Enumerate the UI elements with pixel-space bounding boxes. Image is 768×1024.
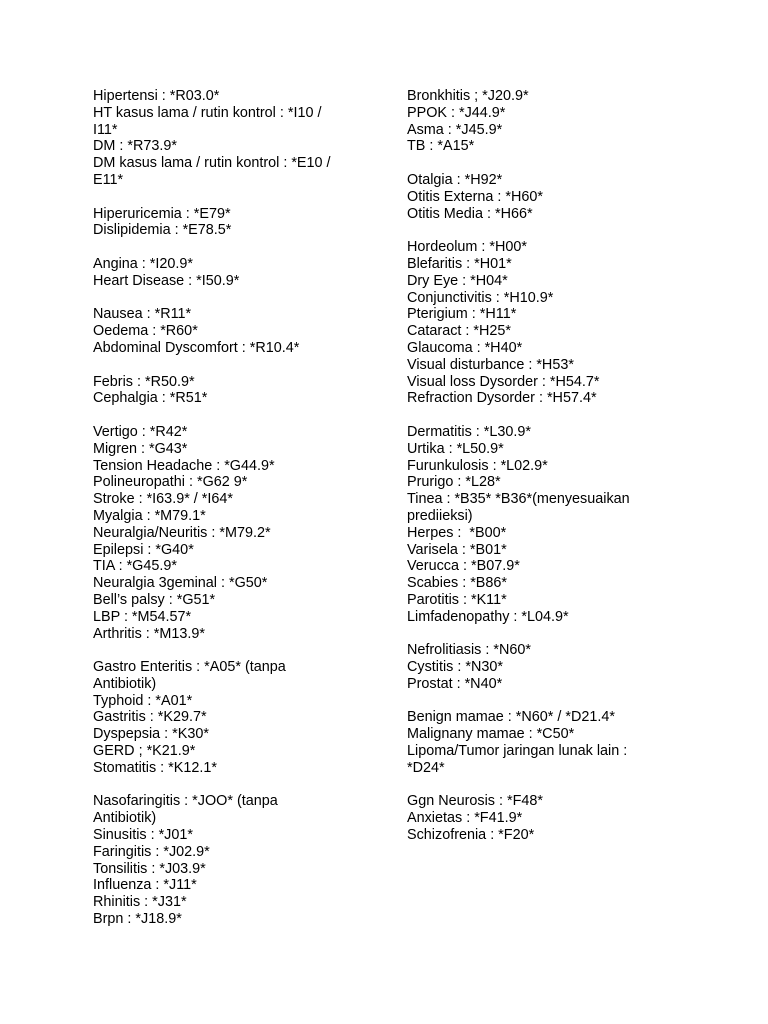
code-group: [407, 424, 672, 626]
code-entry: Bronkhitis ; *J20.9*: [407, 88, 529, 104]
code-entry: Furunkulosis : *L02.9*: [407, 457, 548, 474]
code-entry: Nefrolitiasis : *N60*: [407, 642, 531, 659]
code-entry: Herpes : *B00*: [407, 524, 507, 541]
right-column: [407, 88, 672, 861]
code-entry: Scabies : *B86*: [407, 575, 507, 592]
code-entry: DM : *R73.9*: [93, 138, 177, 155]
code-entry: Visual disturbance : *H53*: [407, 356, 574, 373]
code-entry: Limfadenopathy : *L04.9*: [407, 608, 569, 625]
code-group: [407, 88, 672, 155]
code-entry: Stomatitis : *K12.1*: [93, 759, 217, 776]
code-entry: Polineuropathi : *G62 9*: [93, 474, 248, 491]
code-entry: Hipertensi : *R03.0*: [93, 88, 220, 104]
code-entry: Anxietas : *F41.9*: [407, 810, 523, 827]
code-entry: Migren : *G43*: [93, 440, 188, 457]
code-entry: Dry Eye : *H04*: [407, 272, 508, 289]
code-entry: TB : *A15*: [407, 138, 475, 155]
code-entry: Typhoid : *A01*: [93, 692, 193, 709]
code-entry: Prostat : *N40*: [407, 675, 503, 692]
code-entry: GERD ; *K21.9*: [93, 743, 196, 760]
code-entry: Refraction Dysorder : *H57.4*: [407, 390, 597, 407]
code-group: [407, 709, 672, 776]
code-entry: Dyspepsia : *K30*: [93, 726, 209, 743]
code-entry: Rhinitis : *J31*: [93, 894, 187, 911]
code-group: [93, 374, 383, 408]
code-entry: DM kasus lama / rutin kontrol : *E10 / E11*: [93, 155, 331, 188]
code-entry: Hiperuricemia : *E79*: [93, 205, 231, 222]
code-group: [93, 88, 383, 189]
code-entry: LBP : *M54.57*: [93, 608, 192, 625]
code-entry: Neuralgia 3geminal : *G50*: [93, 575, 268, 592]
code-entry: Tinea : *B35* *B36*(menyesuaikan prediieksi): [407, 491, 630, 524]
code-entry: Otitis Media : *H66*: [407, 205, 533, 222]
code-group: [93, 206, 383, 240]
code-entry: Tonsilitis : *J03.9*: [93, 860, 206, 877]
code-entry: Heart Disease : *I50.9*: [93, 272, 240, 289]
code-entry: Hordeolum : *H00*: [407, 239, 527, 256]
code-entry: Pterigium : *H11*: [407, 306, 517, 323]
code-entry: Conjunctivitis : *H10.9*: [407, 289, 554, 306]
code-entry: Schizofrenia : *F20*: [407, 827, 535, 844]
code-entry: Benign mamae : *N60* / *D21.4*: [407, 709, 615, 726]
code-group: [93, 793, 383, 927]
code-entry: Angina : *I20.9*: [93, 255, 194, 272]
code-entry: Gastro Enteritis : *A05* (tanpa Antibiotik): [93, 659, 286, 692]
code-entry: TIA : *G45.9*: [93, 558, 177, 575]
code-entry: Neuralgia/Neuritis : *M79.2*: [93, 524, 271, 541]
code-entry: Abdominal Dyscomfort : *R10.4*: [93, 339, 300, 356]
code-group: [93, 256, 383, 290]
code-entry: Tension Headache : *G44.9*: [93, 457, 275, 474]
code-entry: Prurigo : *L28*: [407, 474, 501, 491]
code-entry: Parotitis : *K11*: [407, 591, 507, 608]
code-group: [93, 424, 383, 642]
code-entry: Ggn Neurosis : *F48*: [407, 793, 543, 810]
code-entry: Influenza : *J11*: [93, 877, 197, 894]
code-entry: Febris : *R50.9*: [93, 373, 195, 390]
code-entry: PPOK : *J44.9*: [407, 104, 506, 121]
code-entry: Verucca : *B07.9*: [407, 558, 520, 575]
code-entry: Dermatitis : *L30.9*: [407, 423, 531, 440]
code-entry: Urtika : *L50.9*: [407, 440, 504, 457]
code-entry: Otitis Externa : *H60*: [407, 188, 543, 205]
code-entry: Sinusitis : *J01*: [93, 827, 193, 844]
code-entry: Myalgia : *M79.1*: [93, 507, 206, 524]
code-group: [407, 793, 672, 843]
code-entry: Cystitis : *N30*: [407, 659, 503, 676]
code-entry: Varisela : *B01*: [407, 541, 507, 558]
code-entry: Oedema : *R60*: [93, 323, 198, 340]
code-entry: Nasofaringitis : *JOO* (tanpa Antibiotik): [93, 793, 278, 827]
code-entry: Arthritis : *M13.9*: [93, 625, 205, 642]
code-entry: HT kasus lama / rutin kontrol : *I10 / I11*: [93, 104, 322, 138]
code-group: [407, 642, 672, 692]
code-entry: Gastritis : *K29.7*: [93, 709, 207, 726]
code-entry: Cephalgia : *R51*: [93, 390, 208, 407]
code-group: [407, 239, 672, 407]
code-entry: Cataract : *H25*: [407, 323, 511, 340]
code-group: [93, 306, 383, 356]
code-entry: Faringitis : *J02.9*: [93, 843, 210, 860]
code-entry: Bell’s palsy : *G51*: [93, 591, 216, 608]
left-column: [93, 88, 383, 945]
code-entry: Malignany mamae : *C50*: [407, 726, 575, 743]
code-entry: Visual loss Dysorder : *H54.7*: [407, 373, 600, 390]
code-entry: Asma : *J45.9*: [407, 121, 503, 138]
code-entry: Epilepsi : *G40*: [93, 541, 194, 558]
code-group: [407, 172, 672, 222]
code-entry: Stroke : *I63.9* / *I64*: [93, 491, 233, 508]
code-entry: Lipoma/Tumor jaringan lunak lain : *D24*: [407, 743, 628, 776]
code-entry: Nausea : *R11*: [93, 306, 192, 323]
code-entry: Dislipidemia : *E78.5*: [93, 222, 232, 239]
code-entry: Vertigo : *R42*: [93, 423, 188, 440]
code-group: [93, 659, 383, 777]
code-entry: Brpn : *J18.9*: [93, 911, 182, 928]
code-entry: Glaucoma : *H40*: [407, 339, 523, 356]
code-entry: Otalgia : *H92*: [407, 171, 503, 188]
code-entry: Blefaritis : *H01*: [407, 255, 512, 272]
